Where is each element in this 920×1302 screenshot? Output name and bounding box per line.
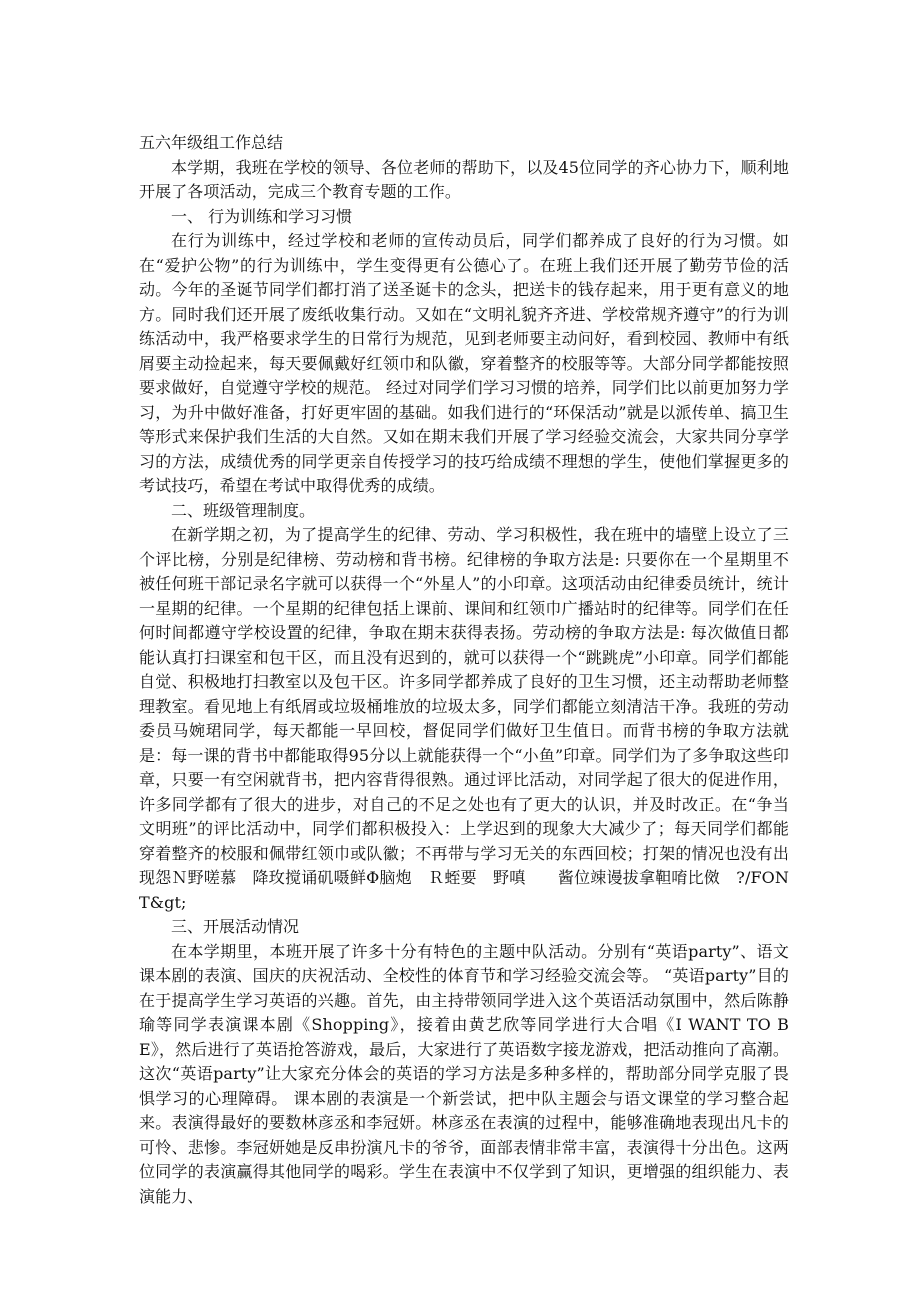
document-page — [139, 131, 789, 1209]
section-3-heading: 三、开展活动情况 — [171, 917, 300, 936]
section-3-body: 在本学期里，本班开展了许多十分有特色的主题中队活动。分别有“英语party”、语文课本剧的表演、国庆的庆祝活动、全校性的体育节和学习经验交流会等。 “英语party”目的在于提高学生学习英语的兴趣。首先，由主持带领同学进入这个英语活动氛围中，然后陈静瑜等同学表演课本剧《Shopping》，接着由黄艺欣等同学进行大合唱《I WANT TO BE》，然后进行了英语抢答游戏，最后，大家进行了英语数字接龙游戏，把活动推向了高潮。这次“英语party”让大家充分体会的英语的学习方法是多种多样的，帮助部分同学克服了畏惧学习的心理障碍。 课本剧的表演是一个新尝试，把中队主题会与语文课堂的学习整合起来。表演得最好的要数林彦丞和李冠妍。林彦丞在表演的过程中，能够准确地表现出凡卡的可怜、悲惨。李冠妍她是反串扮演凡卡的爷爷，面部表情非常丰富，表演得十分出色。这两位同学的表演赢得其他同学的喝彩。学生在表演中不仅学到了知识，更增强的组织能力、表演能力、 — [139, 941, 789, 1206]
section-2-body: 在新学期之初，为了提高学生的纪律、劳动、学习积极性，我在班中的墙壁上设立了三个评比榜，分别是纪律榜、劳动榜和背书榜。纪律榜的争取方法是: 只要你在一个星期里不被任何班干部记录名字就可以获得一个“外星人”的小印章。这项活动由纪律委员统计，统计一星期的纪律。一个星期的纪律包括上课前、课间和红领巾广播站时的纪律等。同学们在任何时间都遵守学校设置的纪律，争取在期末获得表扬。劳动榜的争取方法是: 每次做值日都能认真打扫课室和包干区，而且没有迟到的，就可以获得一个“跳跳虎”小印章。同学们都能自觉、积极地打扫教室以及包干区。许多同学都养成了良好的卫生习惯，还主动帮助老师整理教室。看见地上有纸屑或垃圾桶堆放的垃圾太多，同学们都能立刻清洁干净。我班的劳动委员马婉珺同学，每天都能一早回校，督促同学们做好卫生值日。而背书榜的争取方法就是：每一课的背书中都能取得95分以上就能获得一个“小鱼”印章。同学们为了多争取这些印章，只要一有空闲就背书，把内容背得很熟。通过评比活动，对同学起了很大的促进作用，许多同学都有了很大的进步，对自己的不足之处也有了更大的认识，并及时改正。在“争当文明班”的评比活动中，同学们都积极投入：上学迟到的现象大大减少了；每天同学们都能穿着整齐的校服和佩带红领巾或队徽；不再带与学习无关的东西回校；打架的情况也没有出现怨Ｎ野嗟慕 降玫搅诵矶嗫鲜Φ脑炮 Ｒ蛭要 野嗔 酱位竦谩拔拿靼唷比傚 ?/FONT&gt; — [139, 525, 789, 912]
section-1-heading: 一、 行为训练和学习习惯 — [171, 206, 353, 226]
section-1-body: 在行为训练中，经过学校和老师的宣传动员后，同学们都养成了良好的行为习惯。如在“爱护公物”的行为训练中，学生变得更有公德心了。在班上我们还开展了勤劳节俭的活动。今年的圣诞节同学们都打消了送圣诞卡的念头，把送卡的钱存起来，用于更有意义的地方。同时我们还开展了废纸收集行动。又如在“文明礼貌齐齐进、学校常规齐遵守”的行为训练活动中，我严格要求学生的日常行为规范，见到老师要主动问好，看到校园、教师中有纸屑要主动捡起来，每天要佩戴好红领巾和队徽，穿着整齐的校服等等。大部分同学都能按照要求做好，自觉遵守学校的规范。 经过对同学们学习习惯的培养，同学们比以前更加努力学习，为升中做好准备，打好更牢固的基础。如我们进行的“环保活动”就是以派传单、搞卫生等形式来保护我们生活的大自然。又如在期末我们开展了学习经验交流会，大家共同分享学习的方法，成绩优秀的同学更亲自传授学习的技巧给成绩不理想的学生，使他们掌握更多的考试技巧，希望在考试中取得优秀的成绩。 — [139, 231, 789, 495]
section-2-heading: 二、班级管理制度。 — [171, 500, 316, 520]
document-title: 五六年级组工作总结 — [139, 133, 284, 152]
intro-paragraph: 本学期，我班在学校的领导、各位老师的帮助下，以及45位同学的齐心协力下，顺利地开展了各项活动，完成三个教育专题的工作。 — [139, 157, 789, 201]
